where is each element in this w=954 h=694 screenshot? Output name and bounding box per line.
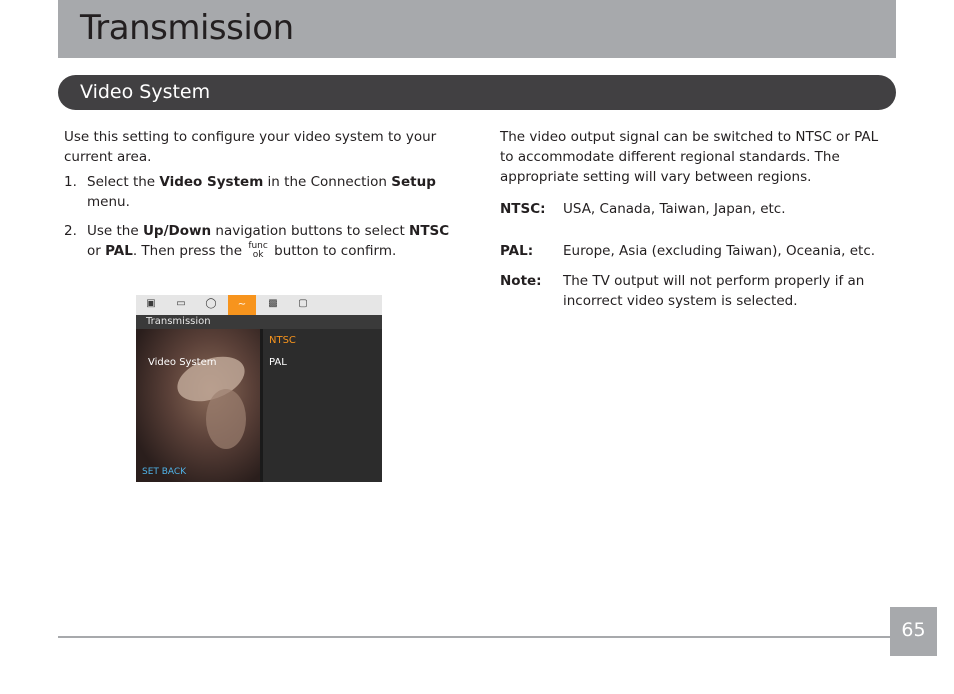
func-label: func [248, 241, 268, 251]
camera-menu-header: Transmission [136, 315, 382, 329]
func-ok-button-icon [248, 242, 268, 260]
playback-icon: ▭ [176, 298, 186, 309]
step-text: in the Connection [263, 174, 392, 190]
page-number: 65 [901, 619, 926, 641]
right-column [500, 127, 890, 311]
step-bold-text: Video System [159, 174, 264, 190]
step-2 [64, 221, 464, 261]
step-text: navigation buttons to select [211, 223, 410, 239]
step-text: Select the [87, 174, 160, 190]
camera-options-panel [260, 329, 382, 482]
left-column [64, 127, 464, 261]
page-header [58, 0, 896, 58]
definition-term: NTSC: [500, 201, 546, 217]
step-text: . Then press the [132, 243, 247, 259]
step-bold-text: PAL [105, 243, 133, 259]
section-header [58, 75, 896, 110]
definition-ntsc [500, 199, 890, 219]
camera-menu-tabs [136, 295, 382, 315]
camera-setting-label: Video System [148, 357, 217, 368]
definition-note [500, 271, 890, 311]
step-text: or [87, 243, 106, 259]
step-text: button to confirm. [269, 243, 397, 259]
step-number: 2. [64, 223, 77, 239]
camera-back-label: SET BACK [142, 467, 187, 477]
camera-option-pal: PAL [269, 357, 287, 368]
screen-icon: ▩ [268, 298, 278, 309]
definition-desc: USA, Canada, Taiwan, Japan, etc. [563, 201, 786, 217]
step-bold-text: NTSC [409, 223, 450, 239]
page-number-box [890, 607, 937, 656]
footer-divider [58, 636, 890, 638]
page-title: Transmission [80, 8, 294, 48]
step-number: 1. [64, 174, 77, 190]
definition-term: Note: [500, 273, 542, 289]
definition-desc: The TV output will not perform properly if an incorrect video system is selected. [563, 273, 865, 309]
camera-icon: ▣ [146, 298, 156, 309]
edit-icon: ▢ [298, 298, 308, 309]
flower-petal [206, 389, 246, 449]
ok-label: ok [252, 250, 264, 260]
flower-photo [136, 329, 260, 482]
step-text: menu. [87, 194, 130, 210]
intro-text: Use this setting to configure your video system to your current area. [64, 129, 437, 165]
definition-term: PAL: [500, 243, 534, 259]
definition-pal [500, 241, 890, 261]
definition-desc: Europe, Asia (excluding Taiwan), Oceania, etc. [563, 243, 876, 259]
transmission-icon: ∼ [228, 295, 256, 315]
step-1 [64, 172, 464, 212]
wrench-icon: ◯ [205, 298, 217, 309]
section-title: Video System [80, 81, 211, 103]
signal-description: The video output signal can be switched to NTSC or PAL to accommodate different regional standards. The appropriate setting will vary between regions. [500, 129, 879, 185]
step-text: Use the [87, 223, 143, 239]
step-bold-text: Setup [391, 174, 436, 190]
step-bold-text: Up/Down [142, 223, 212, 239]
camera-option-ntsc: NTSC [269, 335, 296, 346]
camera-screen-image [136, 295, 382, 482]
